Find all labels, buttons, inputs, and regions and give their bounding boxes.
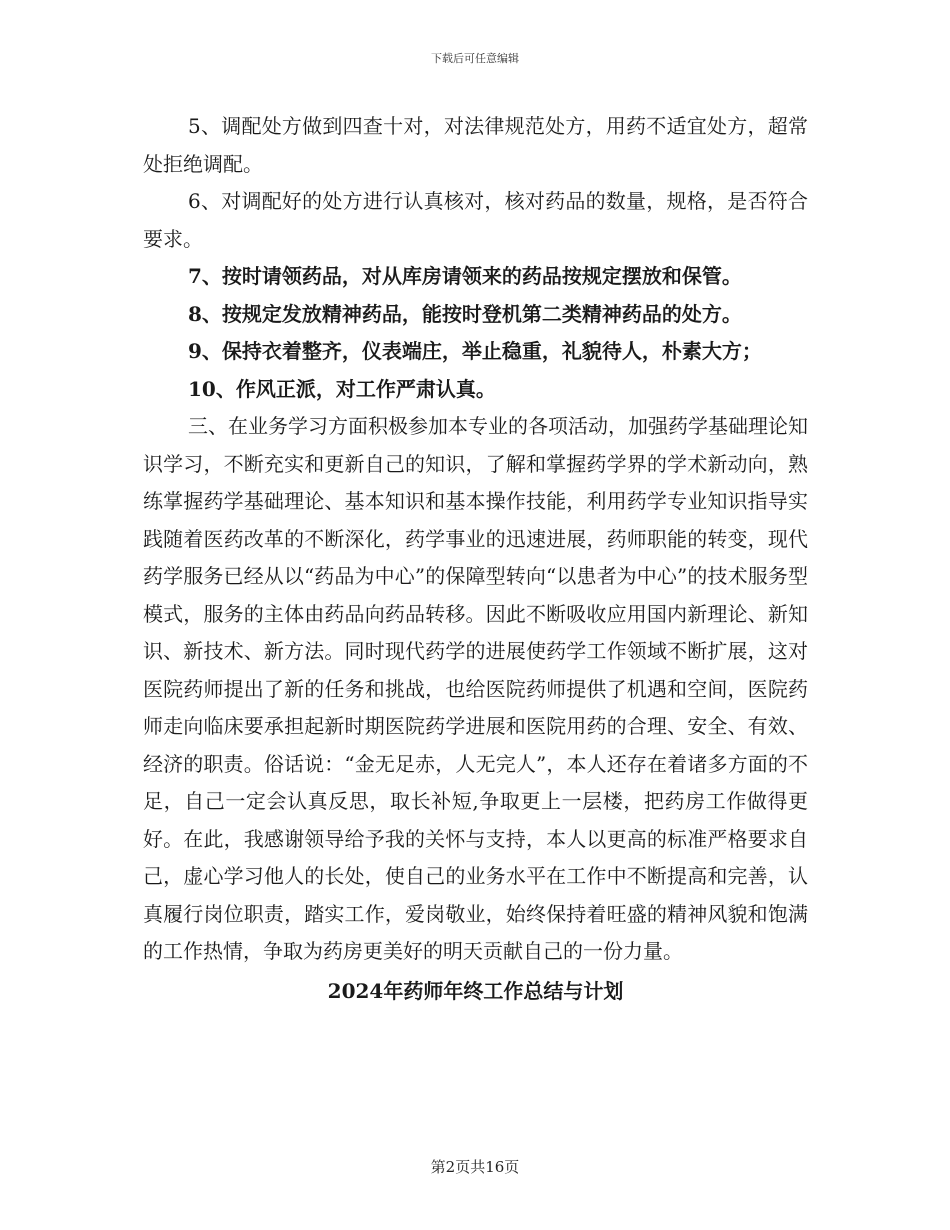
paragraph-item-5: 5、调配处方做到四查十对，对法律规范处方，用药不适宜处方，超常处拒绝调配。 bbox=[143, 114, 808, 176]
paragraph-item-8: 8、按规定发放精神药品，能按时登机第二类精神药品的处方。 bbox=[188, 301, 742, 326]
paragraph-item-10: 10、作风正派，对工作严肃认真。 bbox=[188, 376, 496, 401]
document-body bbox=[143, 108, 808, 1010]
section-title: 2024年药师年终工作总结与计划 bbox=[327, 978, 624, 1003]
page-header: 下载后可任意编辑 bbox=[431, 52, 519, 65]
page-number: 第2页共16页 bbox=[430, 1158, 520, 1176]
paragraph-section-three: 三、在业务学习方面积极参加本专业的各项活动，加强药学基础理论知识学习，不断充实和更新自己的知识，了解和掌握药学界的学术新动向，熟练掌握药学基础理论、基本知识和基本操作技能，利用药学专业知识指导实践随着医药改革的不断深化，药学事业的迅速进展，药师职能的转变，现代药学服务已经从以“药品为中心”的保障型转向“以患者为中心”的技术服务型模式，服务的主体由药品向药品转移。因此不断吸收应用国内新理论、新知识、新技术、新方法。同时现代药学的进展使药学工作领域不断扩展，这对医院药师提出了新的任务和挑战，也给医院药师提供了机遇和空间，医院药师走向临床要承担起新时期医院药学进展和医院用药的合理、安全、有效、经济的职责。俗话说：“金无足赤，人无完人”，本人还存在着诸多方面的不足，自己一定会认真反思，取长补短,争取更上一层楼，把药房工作做得更好。在此，我感谢领导给予我的关怀与支持，本人以更高的标准严格要求自己，虚心学习他人的长处，使自己的业务水平在工作中不断提高和完善，认真履行岗位职责，踏实工作，爱岗敬业，始终保持着旺盛的精神风貌和饱满的工作热情，争取为药房更美好的明天贡献自己的一份力量。 bbox=[143, 414, 808, 963]
paragraph-item-9: 9、保持衣着整齐，仪表端庄，举止稳重，礼貌待人，朴素大方； bbox=[188, 339, 762, 363]
paragraph-item-7: 7、按时请领药品，对从库房请领来的药品按规定摆放和保管。 bbox=[188, 264, 742, 288]
paragraph-item-6: 6、对调配好的处方进行认真核对，核对药品的数量，规格，是否符合要求。 bbox=[143, 189, 808, 251]
